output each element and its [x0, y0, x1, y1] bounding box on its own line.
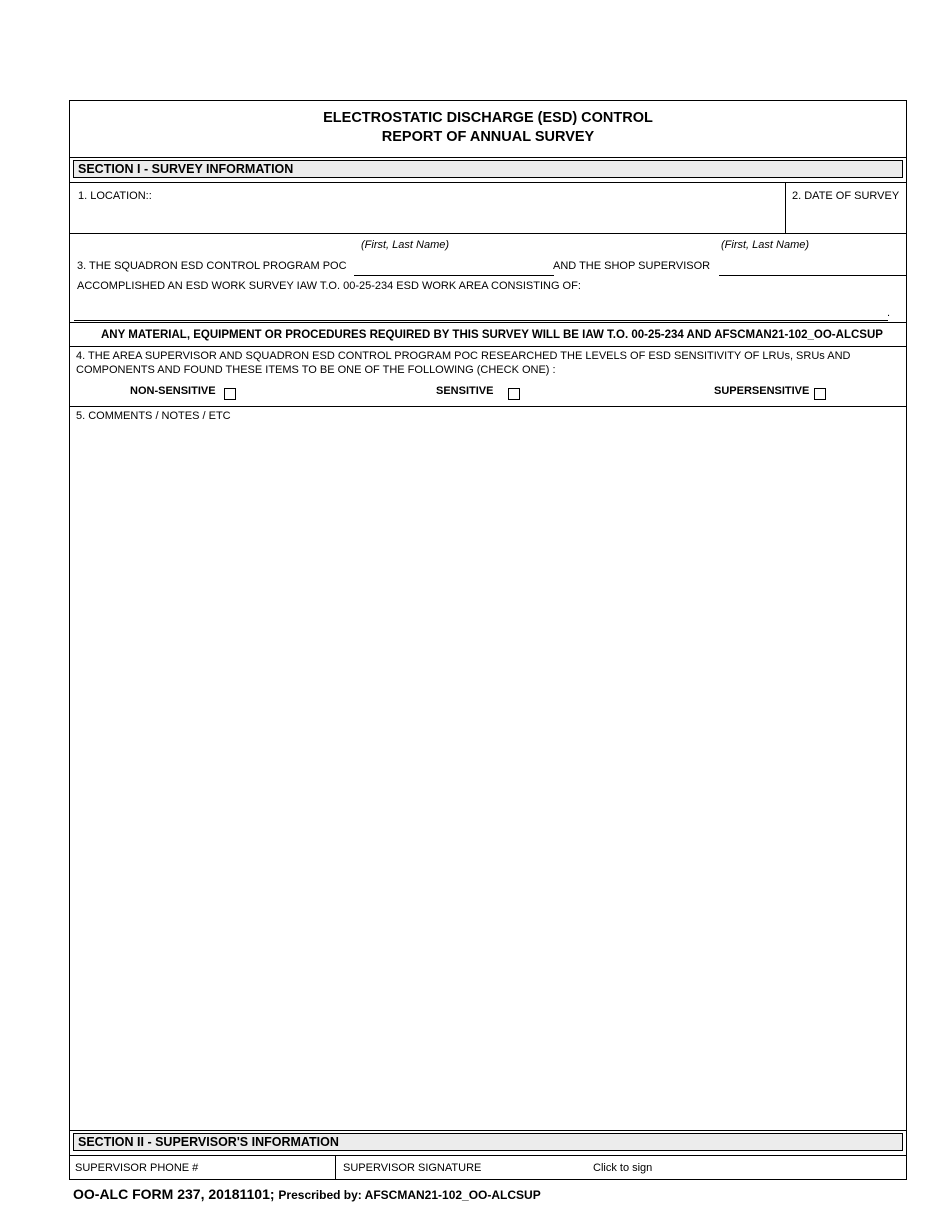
date-of-survey-field[interactable] — [790, 205, 906, 233]
supersensitive-checkbox[interactable] — [814, 388, 826, 400]
supersensitive-label: SUPERSENSITIVE — [714, 385, 810, 397]
click-to-sign-button[interactable]: Click to sign — [593, 1162, 653, 1174]
divider — [70, 1130, 906, 1131]
form-id: OO-ALC FORM 237, 20181101; — [73, 1186, 275, 1202]
supervisor-signature-label: SUPERVISOR SIGNATURE — [343, 1162, 482, 1174]
period-mark: . — [887, 307, 891, 319]
shop-supervisor-field[interactable] — [719, 259, 907, 276]
section1-header: SECTION I - SURVEY INFORMATION — [73, 160, 903, 178]
divider — [70, 182, 906, 183]
non-sensitive-checkbox[interactable] — [224, 388, 236, 400]
poc-name-hint: (First, Last Name) — [361, 239, 450, 251]
divider — [70, 346, 906, 347]
item4-line2: COMPONENTS AND FOUND THESE ITEMS TO BE ONE OF THE FOLLOWING (CHECK ONE) : — [76, 364, 556, 376]
divider — [70, 157, 906, 158]
location-field[interactable] — [76, 205, 780, 233]
divider — [70, 322, 906, 323]
poc-name-field[interactable] — [354, 259, 554, 276]
item4-line1: 4. THE AREA SUPERVISOR AND SQUADRON ESD CONTROL PROGRAM POC RESEARCHED THE LEVELS OF ESD SENSITIVITY OF LRUs, SRUs AND — [76, 350, 851, 362]
sensitive-checkbox[interactable] — [508, 388, 520, 400]
shop-supervisor-label: AND THE SHOP SUPERVISOR — [553, 260, 711, 272]
divider — [70, 233, 906, 234]
divider — [335, 1155, 336, 1179]
poc-label: 3. THE SQUADRON ESD CONTROL PROGRAM POC — [77, 260, 347, 272]
esd-form — [69, 100, 907, 1180]
date-of-survey-label: 2. DATE OF SURVEY — [792, 190, 900, 202]
form-footer — [73, 1186, 541, 1202]
non-sensitive-label: NON-SENSITIVE — [130, 385, 216, 397]
supervisor-phone-label: SUPERVISOR PHONE # — [75, 1162, 199, 1174]
notice-text: ANY MATERIAL, EQUIPMENT OR PROCEDURES REQUIRED BY THIS SURVEY WILL BE IAW T.O. 00-25-234 AND AFSCMAN21-102_OO-ALCSUP — [101, 329, 883, 341]
sensitive-label: SENSITIVE — [436, 385, 494, 397]
comments-field[interactable] — [74, 427, 904, 1131]
divider — [785, 182, 786, 233]
supervisor-name-hint: (First, Last Name) — [721, 239, 810, 251]
accomplished-label: ACCOMPLISHED AN ESD WORK SURVEY IAW T.O. 00-25-234 ESD WORK AREA CONSISTING OF: — [77, 280, 581, 292]
prescribed-by: Prescribed by: AFSCMAN21-102_OO-ALCSUP — [278, 1188, 541, 1202]
form-title-line2: REPORT OF ANNUAL SURVEY — [381, 129, 595, 145]
section2-header: SECTION II - SUPERVISOR'S INFORMATION — [73, 1133, 903, 1151]
comments-label: 5. COMMENTS / NOTES / ETC — [76, 410, 231, 422]
work-area-field[interactable] — [74, 304, 891, 321]
location-label: 1. LOCATION:: — [78, 190, 152, 202]
form-title-line1: ELECTROSTATIC DISCHARGE (ESD) CONTROL — [323, 110, 653, 126]
divider — [70, 406, 906, 407]
divider — [70, 1155, 906, 1156]
